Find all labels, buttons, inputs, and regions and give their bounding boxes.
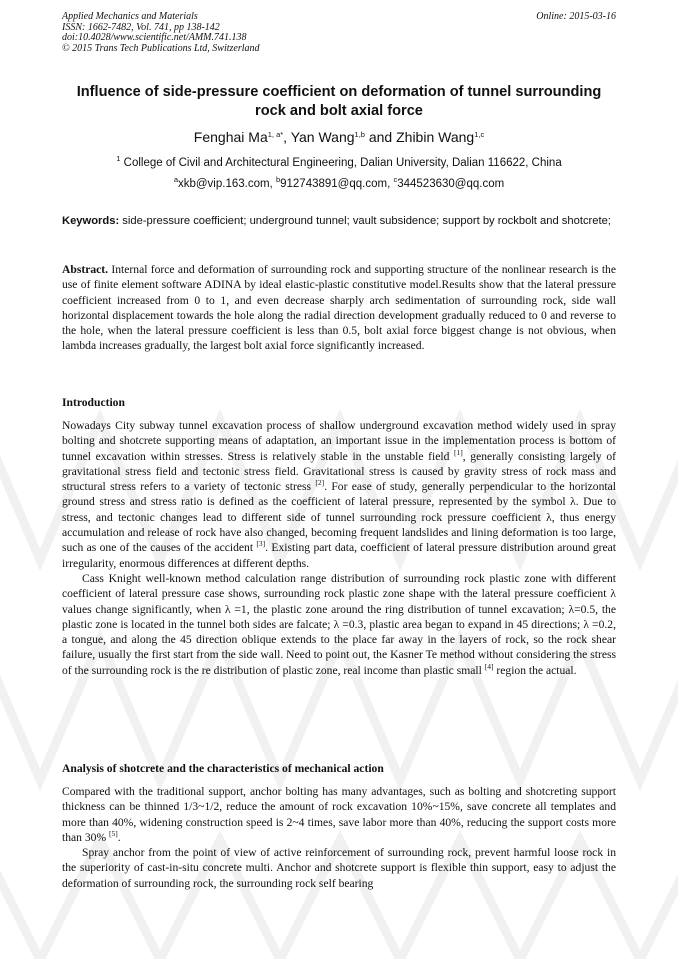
text-run: Cass Knight well-known method calculation range distribution of surrounding rock plastic zone with different coefficient of lateral pressure case shows, surrounding rock plastic zone shape with the lateral pressure coefficient λ values change significantly, when λ =1, the plastic zone around the ring distribution of tunnel excavation; λ=0.5, the plastic zone is located in the tunnel both sides are falcate; λ =0.3, plastic area began to expand in 45 directions; λ =0.2, a tongue, and along the 45 direction oblique extends to the place far away in the layers of rock, so the rock shear failure, usually the first start from the side wall. Need to point out, the Kasner Te method without considering the stress of the surrounding rock is the re distribution of plastic zone, real income than plastic small <box>62 571 616 677</box>
author-name: Yan Wang <box>290 129 355 145</box>
text-run: . Existing part data, coefficient of lateral pressure distribution around great irregularity, enormous differences at different depths. <box>62 541 616 570</box>
section-heading-introduction: Introduction <box>62 396 125 409</box>
email: 344523630@qq.com <box>397 178 505 190</box>
citation: [1] <box>454 447 463 457</box>
email-sup: a <box>173 175 178 184</box>
paragraph <box>62 571 616 678</box>
citation: [3] <box>256 539 266 549</box>
online-date: Online: 2015-03-16 <box>536 11 616 22</box>
citation: [5] <box>109 828 118 838</box>
doi: doi:10.4028/www.scientific.net/AMM.741.138 <box>62 32 247 43</box>
keywords-text: side-pressure coefficient; underground tunnel; vault subsidence; support by rockbolt and shotcrete; <box>119 215 611 227</box>
section-heading-analysis: Analysis of shotcrete and the characteristics of mechanical action <box>62 762 384 775</box>
email-sup: c <box>393 175 398 184</box>
text-run: Compared with the traditional support, anchor bolting has many advantages, such as bolting and shotcreting support thickness can be thinned 1/3~1/2, reduce the amount of rock excavation 10%~15%, save concrete all templates and more than 40%, widening construction speed is 2~4 times, save labor more than 40%, reducing the support costs more than 30% <box>62 785 616 844</box>
analysis-body <box>62 784 616 891</box>
issn: ISSN: 1662-7482, Vol. 741, pp 138-142 <box>62 21 220 33</box>
copyright: © 2015 Trans Tech Publications Ltd, Switzerland <box>62 42 260 54</box>
affiliation-text: College of Civil and Architectural Engineering, Dalian University, Dalian 116622, China <box>120 157 562 169</box>
author-emails <box>62 177 616 192</box>
author-separator: and <box>364 129 397 145</box>
citation: [2] <box>315 478 325 488</box>
author-list <box>62 128 616 146</box>
author-sup: 1,b <box>354 130 365 139</box>
paragraph: Spray anchor from the point of view of active reinforcement of surrounding rock, prevent harmful loose rock in the superiority of cast-in-situ concrete multi. Anchor and shotcrete support is flexible thin support, easy to adjust the deformation of surrounding rock, the surrounding rock self bearing <box>62 846 616 890</box>
introduction-body <box>62 418 616 678</box>
affiliation <box>62 156 616 171</box>
abstract-label: Abstract. <box>62 263 109 276</box>
paper-title: Influence of side-pressure coefficient on deformation of tunnel surrounding rock and bolt axial force <box>76 84 602 119</box>
author-sup: 1,c <box>474 130 485 139</box>
email: 912743891@qq.com, <box>280 178 394 190</box>
abstract-text: Internal force and deformation of surrounding rock and supporting structure of the nonlinear research is the use of finite element software ADINA by ideal elastic-plastic constitutive model.Results show that the lateral pressure coefficient increased from 0 to 1, and even decrease sharply arch sedimentation of surrounding rock, side wall horizontal displacement towards the hole along the radial direction development gradually reduced to 0 and reverse to the hole, when the lateral pressure coefficient is less than 0.5, bolt axial force biggest change is not obvious, when lambda increases gradually, the largest bolt axial force significantly increased. <box>62 263 616 353</box>
text-run: , generally consisting largely of gravitational stress field and tectonic stress field. Gravitational stress is caused by gravity stress of rock mass and structural stress refers to a variety of tectonic stress <box>62 449 616 494</box>
journal-header <box>62 12 260 54</box>
abstract <box>62 262 616 354</box>
author-name: Zhibin Wang <box>396 129 475 145</box>
text-run: . <box>117 830 121 844</box>
keywords <box>62 214 616 229</box>
author-separator: , <box>283 129 291 145</box>
paragraph <box>62 418 616 571</box>
journal-name: Applied Mechanics and Materials <box>62 11 198 22</box>
email-sup: b <box>275 175 281 184</box>
affiliation-sup: 1 <box>116 154 121 163</box>
email: xkb@vip.163.com, <box>177 178 276 190</box>
paragraph <box>62 784 616 845</box>
author-sup: 1, a* <box>267 130 284 139</box>
text-run: . For ease of study, generally perpendicular to the horizontal ground stress and stress ratio is defined as the coefficient of lateral pressure, represented by the symbol λ. Due to stress, and tectonic changes lead to different side of tunnel surrounding rock pressure coefficient λ, thus energy accumulation and release of rock have also changed, becoming frequent landslides and lining deformation is too large, such as one of the causes of the accident <box>62 480 616 555</box>
citation: [4] <box>484 661 494 671</box>
text-run: Nowadays City subway tunnel excavation process of shallow underground excavation method widely used in spray bolting and shotcrete supporting means of adaptation, an important issue in the implementation process is bottom of tunnel excavation within stresses. Stress is relatively stable in the unstable field <box>62 419 616 463</box>
keywords-label: Keywords: <box>62 215 120 227</box>
author-name: Fenghai Ma <box>193 129 268 145</box>
text-run: region the actual. <box>493 663 577 677</box>
